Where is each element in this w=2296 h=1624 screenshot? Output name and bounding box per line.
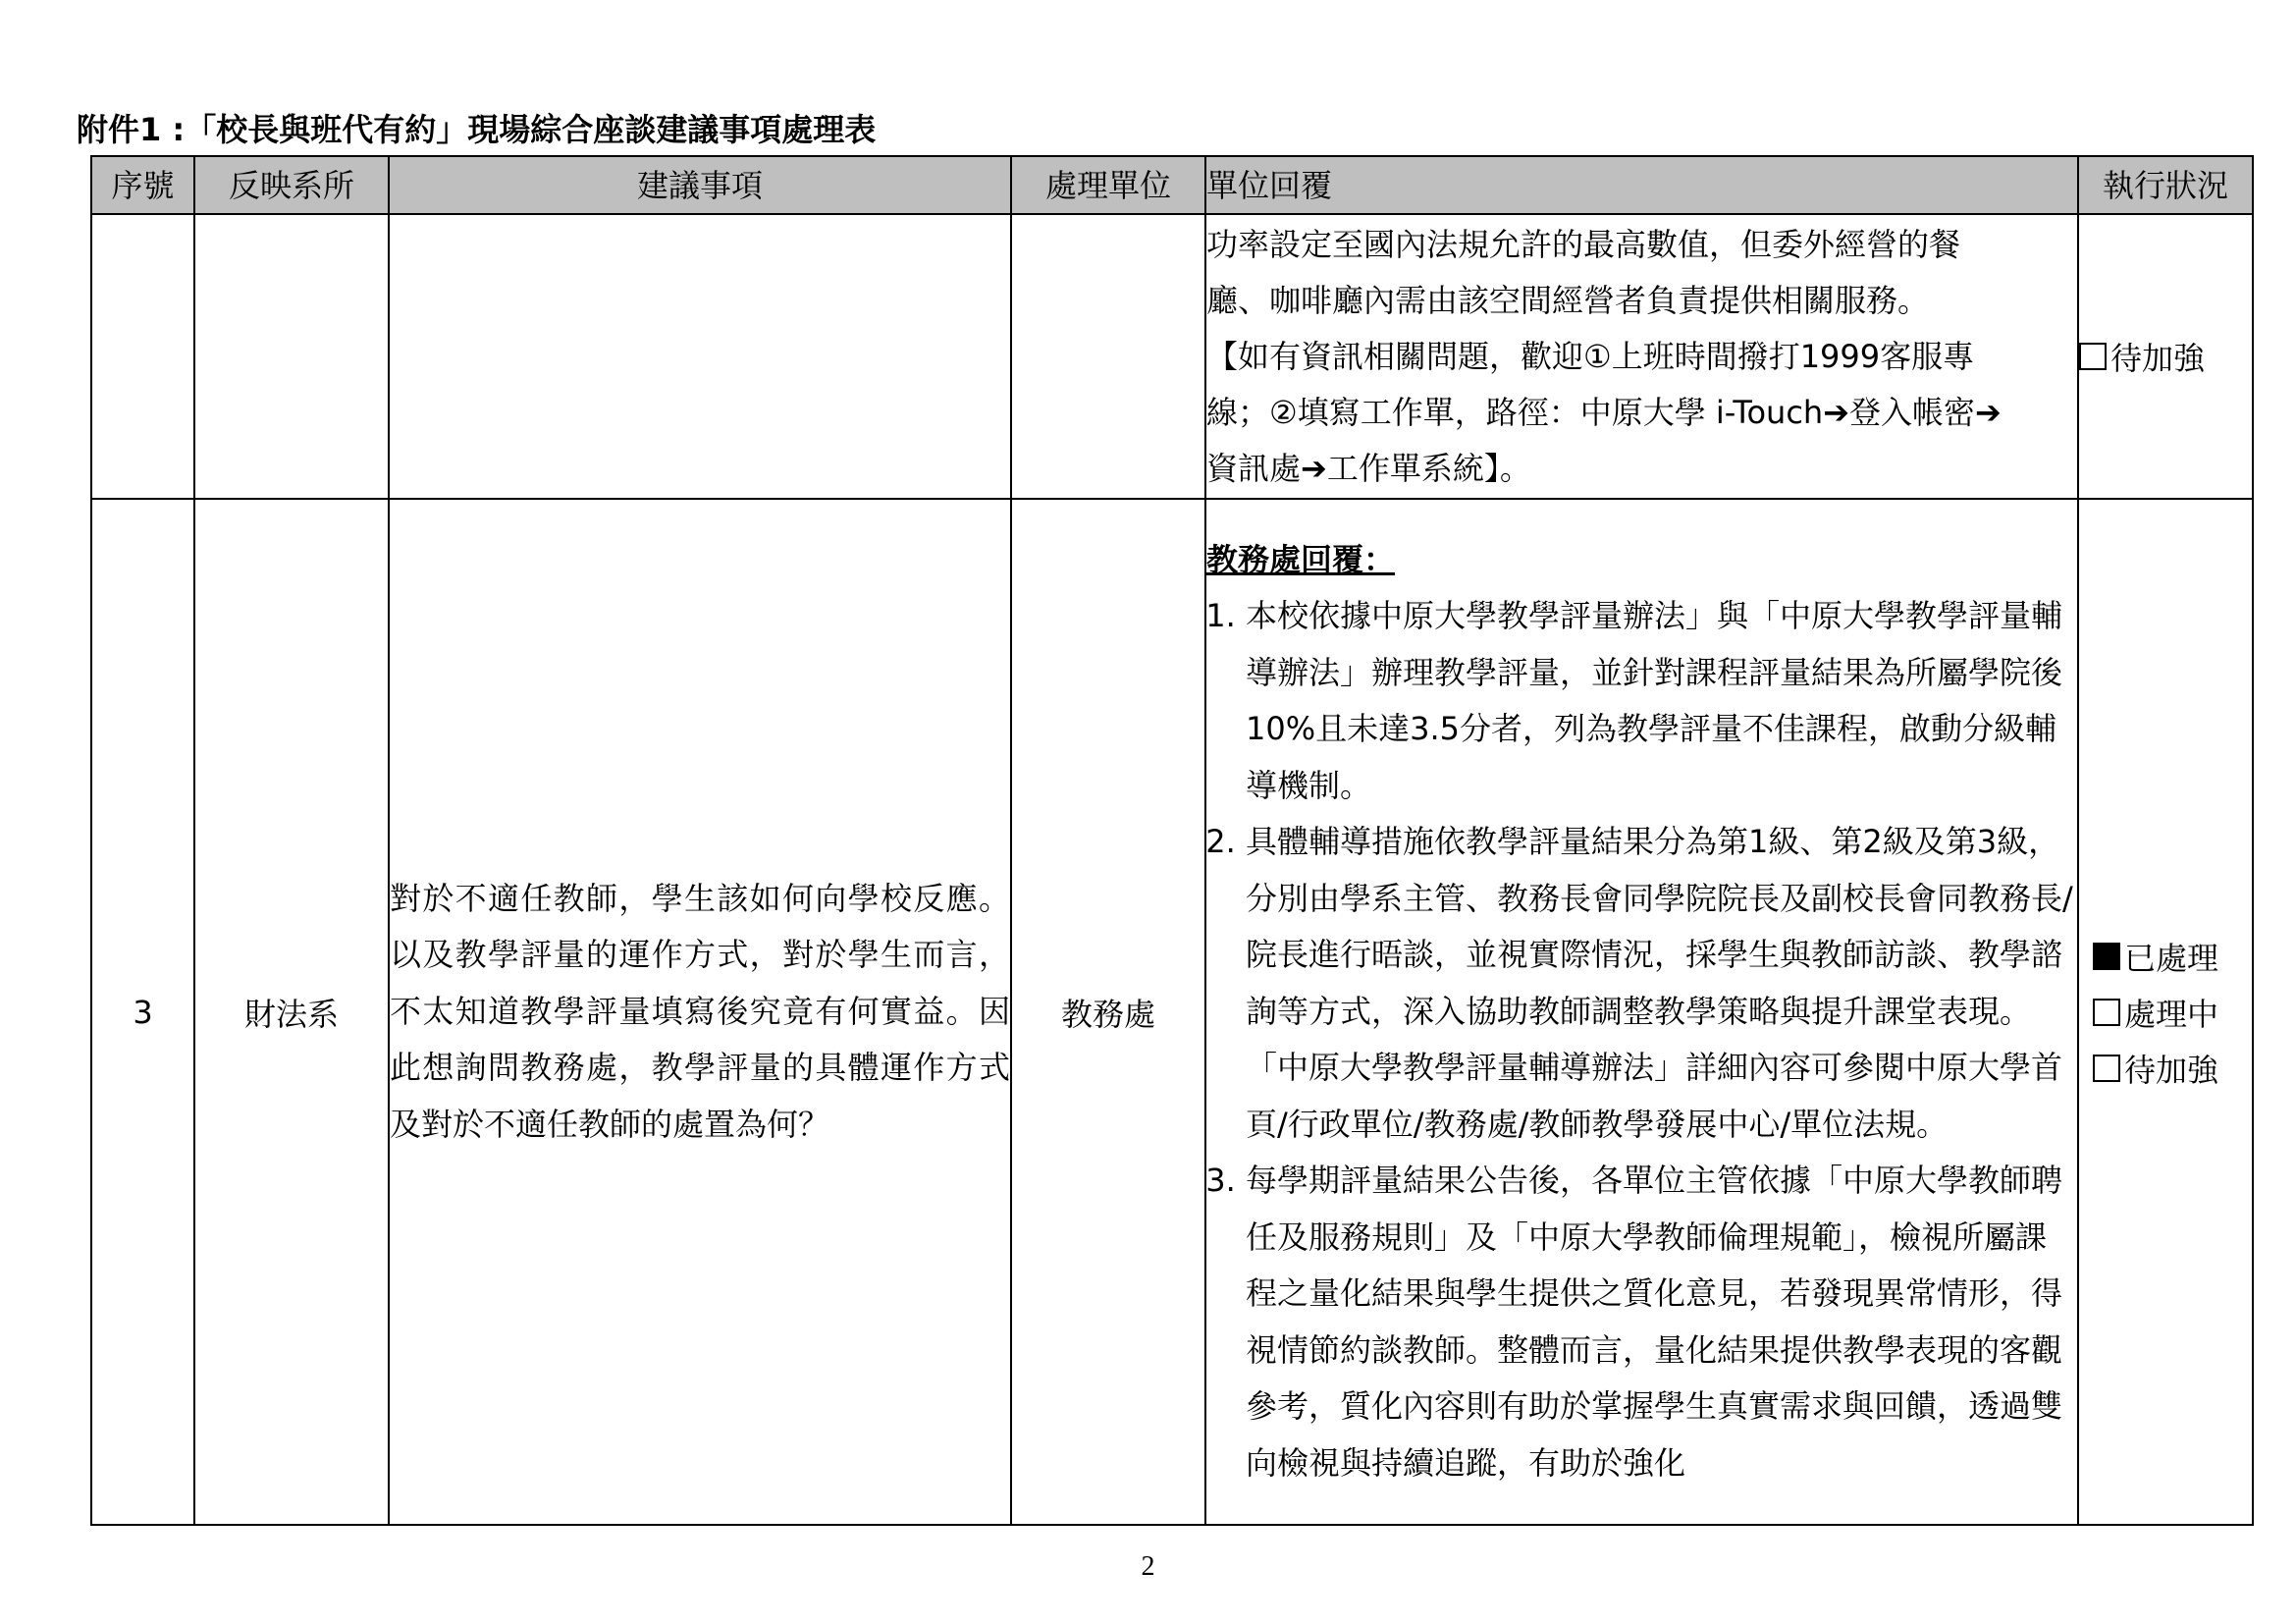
table-row	[91, 214, 2253, 499]
reply-line: 功率設定至國內法規允許的最高數值，但委外經營的餐	[1206, 225, 1961, 263]
reply-item: 3. 每學期評量結果公告後，各單位主管依據「中原大學教師聘任及服務規則」及「中原大學教師倫理規範」，檢視所屬課程之量化結果與學生提供之質化意見，若發現異常情形，得視情節約談教師。整體而言，量化結果提供教學表現的客觀參考，質化內容則有助於掌握學生真實需求與回饋，透過雙向檢視與持續追蹤，有助於強化	[1246, 1153, 2077, 1491]
cell-seq: 3	[91, 499, 194, 1525]
reply-list	[1206, 588, 2077, 1491]
page-title: 附件1 :「校長與班代有約」現場綜合座談建議事項處理表	[77, 111, 877, 148]
table-row	[91, 499, 2253, 1525]
header-suggestion: 建議事項	[389, 156, 1011, 214]
checkbox-icon[interactable]	[2093, 1055, 2120, 1082]
status-option[interactable]	[2093, 984, 2252, 1040]
reply-line: 資訊處➔工作單系統】。	[1206, 449, 1531, 487]
cell-seq	[91, 214, 194, 499]
header-seq: 序號	[91, 156, 194, 214]
cell-reply	[1205, 214, 2078, 499]
checkbox-icon[interactable]	[2093, 943, 2120, 970]
table-header-row	[91, 156, 2253, 214]
cell-dept	[194, 214, 389, 499]
reply-line: 線；②填寫工作單，路徑：中原大學 i-Touch➔登入帳密➔	[1206, 393, 2002, 431]
cell-reply	[1205, 499, 2078, 1525]
status-option[interactable]	[2093, 928, 2252, 984]
status-option-label: 已處理	[2124, 939, 2219, 977]
status-option[interactable]	[2093, 1040, 2252, 1096]
cell-status	[2078, 499, 2253, 1525]
cell-dept: 財法系	[194, 499, 389, 1525]
cell-unit	[1011, 214, 1205, 499]
status-option-label: 處理中	[2124, 995, 2219, 1033]
reply-line: 廳、咖啡廳內需由該空間經營者負責提供相關服務。	[1206, 281, 1930, 319]
reply-item: 1. 本校依據中原大學教學評量辦法」與「中原大學教學評量輔導辦法」辦理教學評量，並針對課程評量結果為所屬學院後10%且未達3.5分者，列為教學評量不佳課程，啟動分級輔導機制。	[1246, 588, 2077, 814]
header-unit: 處理單位	[1011, 156, 1205, 214]
status-option[interactable]	[2079, 329, 2252, 385]
header-dept: 反映系所	[194, 156, 389, 214]
reply-line: 【如有資訊相關問題，歡迎①上班時間撥打1999客服專	[1206, 337, 1975, 375]
cell-suggestion: 對於不適任教師，學生該如何向學校反應。以及教學評量的運作方式，對於學生而言，不太知道教學評量填寫後究竟有何實益。因此想詢問教務處，教學評量的具體運作方式及對於不適任教師的處置為何？	[389, 499, 1011, 1525]
status-option-label: 待加強	[2110, 340, 2206, 377]
header-status: 執行狀況	[2078, 156, 2253, 214]
cell-unit: 教務處	[1011, 499, 1205, 1525]
reply-heading: 教務處回覆：	[1206, 541, 1396, 578]
header-reply: 單位回覆	[1205, 156, 2078, 214]
suggestion-table	[90, 155, 2254, 1526]
cell-suggestion	[389, 214, 1011, 499]
cell-status	[2078, 214, 2253, 499]
page-number: 2	[1141, 1551, 1155, 1582]
reply-item: 2. 具體輔導措施依教學評量結果分為第1級、第2級及第3級，分別由學系主管、教務長會同學院院長及副校長會同教務長/院長進行晤談，並視實際情況，採學生與教師訪談、教學諮詢等方式，深入協助教師調整教學策略與提升課堂表現。「中原大學教學評量輔導辦法」詳細內容可參閱中原大學首頁/行政單位/教務處/教師教學發展中心/單位法規。	[1246, 814, 2077, 1153]
checkbox-icon[interactable]	[2079, 343, 2107, 370]
checkbox-icon[interactable]	[2093, 999, 2120, 1026]
status-option-label: 待加強	[2124, 1051, 2219, 1089]
